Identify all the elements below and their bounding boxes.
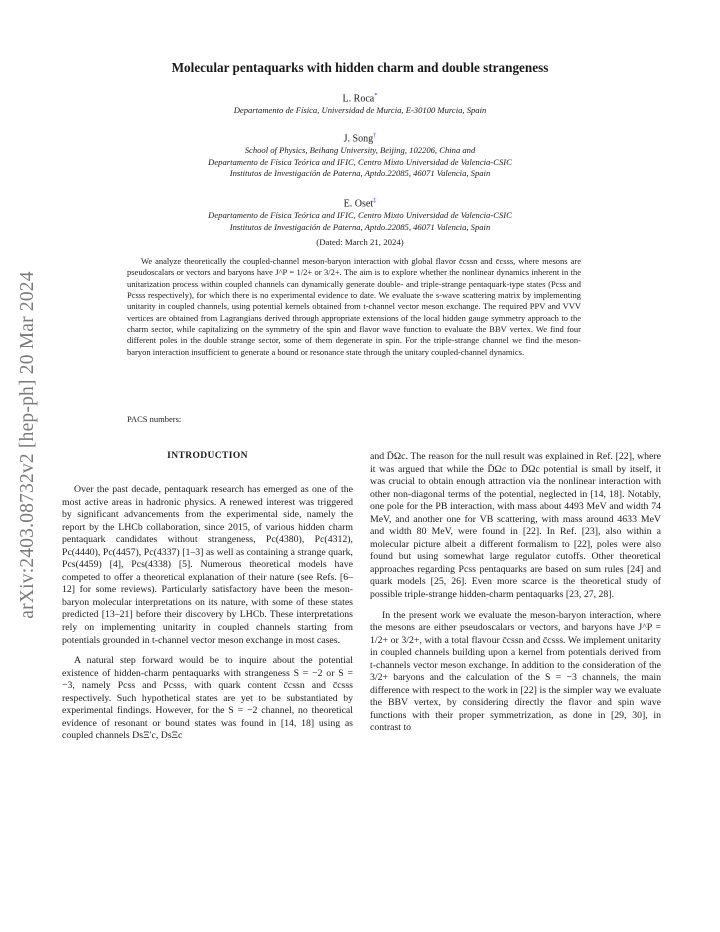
arxiv-stamp <box>8 215 48 675</box>
section-heading: INTRODUCTION <box>167 451 248 461</box>
body-paragraph: A natural step forward would be to inquire about the potential existence of hidden-charm pentaquarks with strangeness S = −2 or S = −3, namely Pcss and Pcsss, with quark content c̄cssn and c̄csss respectively. Such hypothetical states are yet to be substantiated by experimental findings. However, for the S = −2 channel, no theoretical evidence of resonant or bound states was found in [14, 18] using as coupled channels DsΞ′c, DsΞc <box>62 655 353 742</box>
author-name <box>0 197 720 209</box>
left-column <box>62 484 353 743</box>
author-affiliation <box>0 145 720 180</box>
author-name <box>0 132 720 144</box>
abstract: We analyze theoretically the coupled-channel meson-baryon interaction with global flavor c̄cssn and c̄csss, where mesons are pseudoscalars or vectors and baryons have J^P = 1/2+ or 3/2+. The aim is to explore whether the nonlinear dynamics inherent in the unitarization process within coupled channels can dynamically generate double- and triple-strange pentaquark-type states (Pcss and Pcsss respectively), for which there is no experimental evidence to date. We evaluate the s-wave scattering matrix by implementing unitarity in coupled channels, using potential kernels obtained from t-channel vector meson exchange. The required PPV and VVV vertices are obtained from Lagrangians derived through appropriate extensions of the local hidden gauge symmetry approach to the charm sector, while capitalizing on the symmetry of the spin and flavor wave function to evaluate the BBV vertex. We find four different poles in the double strange sector, some of them degenerate in spin. For the triple-strange channel we find the meson-baryon interaction insufficient to generate a bound or resonance state through the unitary coupled-channel dynamics. <box>127 256 581 357</box>
affiliation-line: Departamento de Física Teórica and IFIC, Centro Mixto Universidad de Valencia-CSIC <box>208 156 512 167</box>
arxiv-id: arXiv:2403.08732v2 [hep-ph] 20 Mar 2024 <box>17 271 38 619</box>
author-name <box>0 92 720 104</box>
affiliation-line: Departamento de Física, Universidad de Murcia, E-30100 Murcia, Spain <box>233 105 487 115</box>
right-column <box>370 451 661 735</box>
affiliation-line: Departamento de Física Teórica and IFIC, Centro Mixto Universidad de Valencia-CSIC <box>208 210 512 220</box>
affiliation-line: School of Physics, Beihang University, Beijing, 102206, China and <box>244 145 476 155</box>
author-name-text: J. Song <box>343 133 374 145</box>
author-footnote-mark[interactable]: † <box>373 132 377 139</box>
author-name-text: E. Oset <box>343 198 374 210</box>
author-affiliation <box>0 210 720 233</box>
author-affiliation <box>0 105 720 117</box>
affiliation-line: Institutos de Investigación de Paterna, Aptdo.22085, 46071 Valencia, Spain <box>229 168 491 178</box>
body-paragraph: and D̄Ωc. The reason for the null result was explained in Ref. [22], where it was argued that while the D̄Ωc to D̄Ωc potential is small by itself, it was crucial to obtain enough attraction via the nonlinear interaction with other non-diagonal terms of the potential, neglected in [14, 18]. Notably, one pole for the PB interaction, with mass about 4493 MeV and width 74 MeV, and another one for VB scattering, with mass around 4633 MeV and width 80 MeV, were found in [22]. In Ref. [23], also within a molecular picture albeit a different formalism to [22], poles were also found but using somewhat large regulator cutoffs. Other theoretical approaches regarding Pcss pentaquarks are based on sum rules [24] and quark models [25, 26]. Even more scarce is the theoretical study of possible triple-strange hidden-charm pentaquarks [23, 27, 28]. <box>370 451 661 601</box>
date-line: (Dated: March 21, 2024) <box>316 237 404 247</box>
author-footnote-mark[interactable]: * <box>374 92 378 99</box>
body-paragraph: Over the past decade, pentaquark research has emerged as one of the most active areas in hadronic physics. A renewed interest was triggered by significant advancements from the experimental side, namely the report by the LHCb collaboration, since 2015, of various hidden charm pentaquark candidates without strangeness, Pc(4380), Pc(4312), Pc(4440), Pc(4457), Pc(4337) [1–3] as well as containing a strange quark, Pcs(4459) [4], Pcs(4338) [5]. Numerous theoretical models have competed to offer a theoretical explanation of their nature (see Refs. [6–12] for some reviews). Particularly satisfactory have been the meson-baryon molecular interpretations on its nature, with some of these states predicted [13–21] before their discovery by LHCb. These interpretations rely on implementing unitarity in coupled channels starting from potentials grounded in t-channel vector meson exchange in most cases. <box>62 484 353 646</box>
author-name-text: L. Roca <box>342 93 375 105</box>
body-paragraph: In the present work we evaluate the meson-baryon interaction, where the mesons are either pseudoscalars or vectors, and baryons have J^P = 1/2+ or 3/2+, with a total flavour c̄cssn and c̄csss. We implement unitarity in coupled channels building upon a kernel from potentials derived from t-channels vector meson exchange. In addition to the consideration of the 3/2+ baryons and the calculation of the S = −3 channels, the main difference with respect to the work in [22] is the simpler way we evaluate the BBV vertex, by considering directly the flavor and spin wave functions with their proper symmetrization, as done in [29, 30], in contrast to <box>370 609 661 734</box>
author-footnote-mark[interactable]: ‡ <box>373 197 377 204</box>
affiliation-line: Institutos de Investigación de Paterna, Aptdo.22085, 46071 Valencia, Spain <box>229 221 491 232</box>
pacs-numbers: PACS numbers: <box>127 414 182 424</box>
paper-title: Molecular pentaquarks with hidden charm and double strangeness <box>171 60 549 75</box>
